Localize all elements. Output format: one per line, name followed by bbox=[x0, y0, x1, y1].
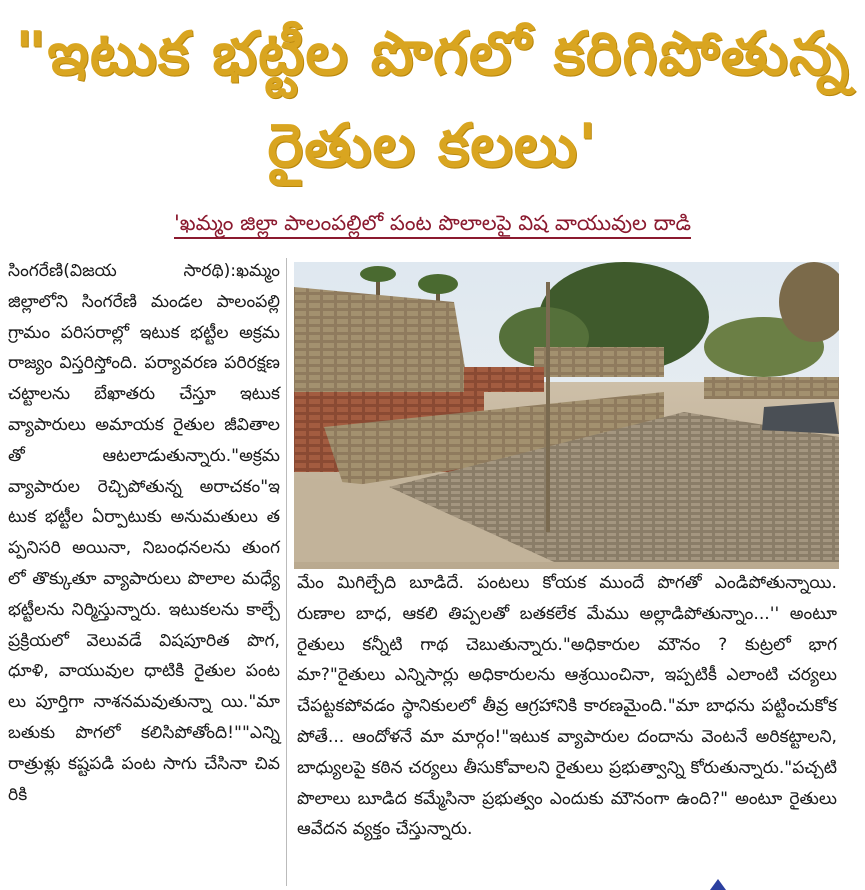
brick-kiln-photo bbox=[294, 262, 839, 569]
headline: "ఇటుక భట్టీల పొగలో కరిగిపోతున్న రైతుల కలలు' bbox=[15, 19, 850, 181]
subheadline bbox=[0, 207, 865, 239]
article-column-right: మేం మిగిల్చేది బూడిదే. పంటలు కోయక ముందే పొగతో ఎండిపోతున్నాయి. రుణాల బాధ, ఆకలి తిప్పలతో బతకలేక మేము అల్లాడిపోతున్నాం...'' అంటూ రైతులు కన్నీటి గాథ చెబుతున్నారు."అధికారుల మౌనం ? కుట్రలో భాగమా?"రైతులు ఎన్నిసార్లు అధికారులను ఆశ్రయించినా, ఇప్పటికీ ఎలాంటి చర్యలు చేపట్టకపోవడం స్థానికులలో తీవ్ర ఆగ్రహానికి కారణమైంది."మా బాధను పట్టించుకోకపోతే... ఆందోళనే మా మార్గం!"ఇటుక వ్యాపారుల దందాను వెంటనే అరికట్టాలని, బాధ్యులపై కఠిన చర్యలు తీసుకోవాలని రైతులు ప్రభుత్వాన్ని కోరుతున్నారు."పచ్చటి పొలాలు బూడిద కమ్మేసినా ప్రభుత్వం ఎందుకు మౌనంగా ఉంది?" అంటూ రైతులు ఆవేదన వ్యక్తం చేస్తున్నారు. bbox=[297, 573, 837, 840]
logo-fragment-icon bbox=[700, 877, 730, 890]
article-column-left: సింగరేణి(విజయ సారథి):ఖమ్మం జిల్లాలోని సింగరేణి మండల పాలంపల్లి గ్రామం పరిసరాల్లో ఇటుక భట్టీల అక్రమ రాజ్యం విస్తరిస్తోంది. పర్యావరణ పరిరక్షణ చట్టాలను బేఖాతరు చేస్తూ ఇటుక వ్యాపారులు అమాయక రైతుల జీవితాలతో ఆటలాడుతున్నారు."అక్రమ వ్యాపారుల రెచ్చిపోతున్న అరాచకం"ఇటుక భట్టీల ఏర్పాటుకు అనుమతులు తప్పనిసరి అయినా, నిబంధనలను తుంగలో తొక్కుతూ వ్యాపారులు పొలాల మధ్యే భట్టీలను నిర్మిస్తున్నారు. ఇటుకలను కాల్చే ప్రక్రియలో వెలువడే విషపూరిత పొగ, ధూళి, వాయువుల ధాటికి రైతుల పంటలు పూర్తిగా నాశనమవుతున్నా యి."మా బతుకు పొగలో కలిసిపోతోంది!""ఎన్ని రాత్రుళ్లు కష్టపడి పంట సాగు చేసినా చివరికి bbox=[8, 261, 280, 805]
column-divider bbox=[286, 258, 287, 886]
brick-kiln-photo-icon bbox=[294, 262, 839, 569]
subheadline-text: 'ఖమ్మం జిల్లా పాలంపల్లిలో పంట పొలాలపై విష వాయువుల దాడి bbox=[174, 211, 691, 239]
